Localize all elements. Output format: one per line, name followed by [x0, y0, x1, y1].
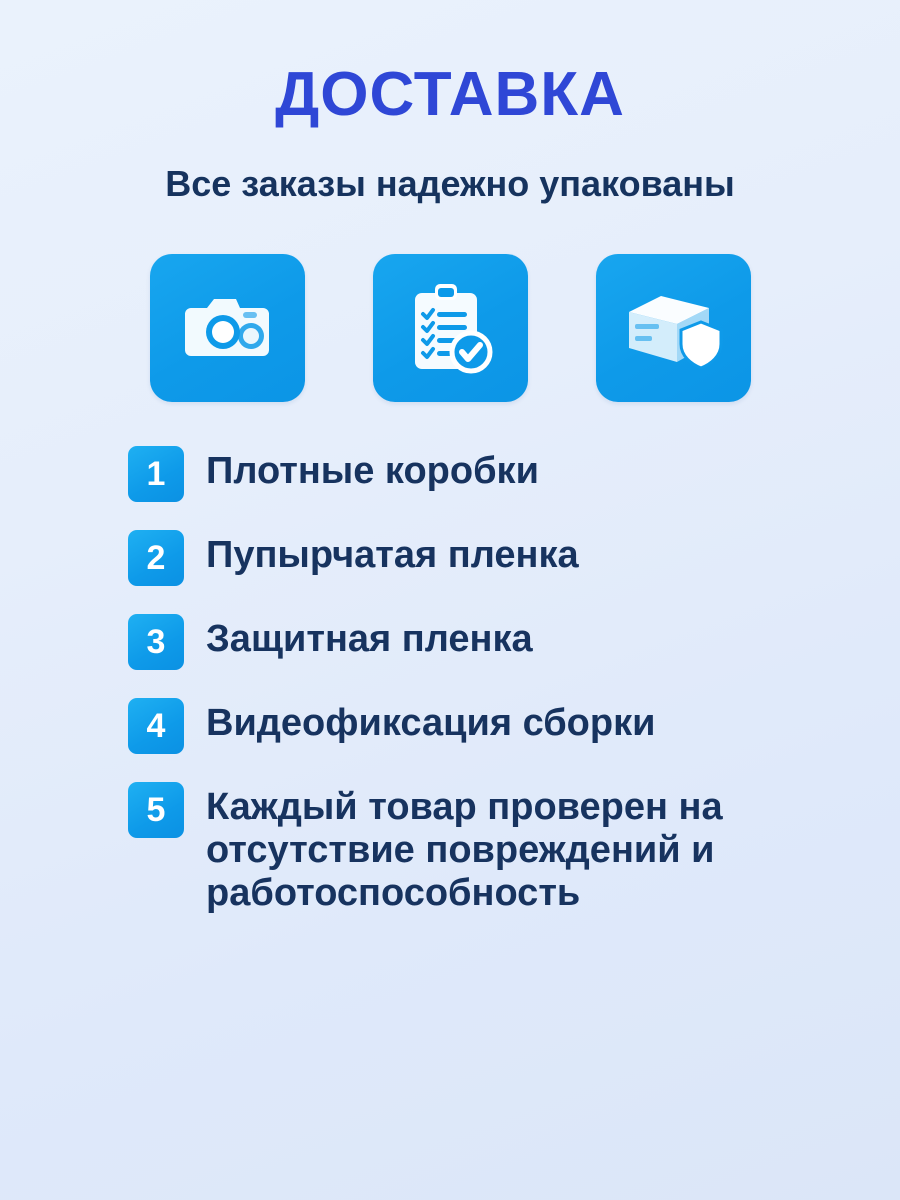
shielded-box-icon [623, 286, 723, 370]
step-number-badge: 5 [128, 782, 184, 838]
step-label: Каждый товар проверен на отсутствие повреждений и работоспособность [206, 786, 723, 914]
page-subtitle: Все заказы надежно упакованы [165, 163, 735, 205]
list-item [128, 530, 830, 586]
checklist-clipboard-icon [407, 281, 493, 375]
packaging-steps-list [70, 446, 830, 914]
step-number-badge: 2 [128, 530, 184, 586]
icon-tile-checklist [373, 254, 528, 402]
list-item [128, 782, 830, 914]
step-label: Видеофиксация сборки [206, 702, 656, 745]
step-number-badge: 1 [128, 446, 184, 502]
list-item [128, 614, 830, 670]
feature-icons-row [150, 254, 751, 402]
icon-tile-camera [150, 254, 305, 402]
step-number-badge: 4 [128, 698, 184, 754]
step-label: Плотные коробки [206, 450, 539, 493]
camera-icon [181, 290, 273, 366]
list-item [128, 698, 830, 754]
list-item [128, 446, 830, 502]
step-label: Пупырчатая пленка [206, 534, 579, 577]
icon-tile-protected-box [596, 254, 751, 402]
step-label: Защитная пленка [206, 618, 533, 661]
step-number-badge: 3 [128, 614, 184, 670]
page-title: ДОСТАВКА [275, 60, 625, 129]
